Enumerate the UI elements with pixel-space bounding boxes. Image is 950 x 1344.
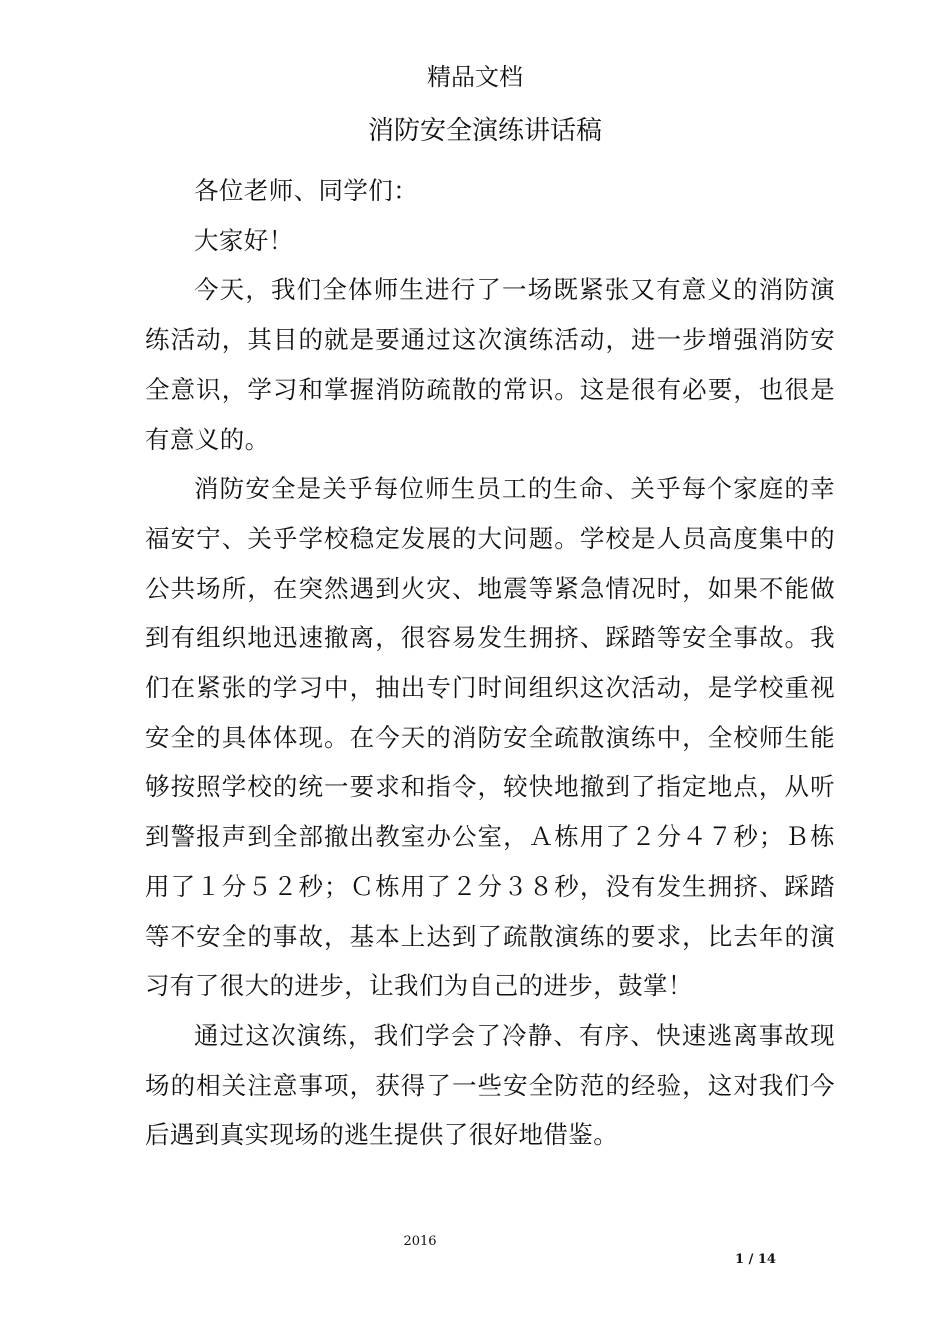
footer-year: 2016: [403, 1234, 437, 1249]
document-body: [145, 166, 835, 1160]
safety-paragraph: 消防安全是关乎每位师生员工的生命、关乎每个家庭的幸福安宁、关乎学校稳定发展的大问题。学校是人员高度集中的公共场所，在突然遇到火灾、地震等紧急情况时，如果不能做到有组织地迅速撤离，很容易发生拥挤、踩踏等安全事故。我们在紧张的学习中，抽出专门时间组织这次活动，是学校重视安全的具体体现。在今天的消防安全疏散演练中，全校师生能够按照学校的统一要求和指令，较快地撤到了指定地点，从听到警报声到全部撤出教室办公室，Ａ栋用了２分４７秒；Ｂ栋用了１分５２秒；Ｃ栋用了２分３８秒，没有发生拥挤、踩踏等不安全的事故，基本上达到了疏散演练的要求，比去年的演习有了很大的进步，让我们为自己的进步，鼓掌！: [145, 474, 835, 1001]
greeting-paragraph: 大家好！: [194, 225, 294, 255]
conclusion-paragraph: 通过这次演练，我们学会了冷静、有序、快速逃离事故现场的相关注意事项，获得了一些安全防范的经验，这对我们今后遇到真实现场的逃生提供了很好地借鉴。: [145, 1020, 835, 1150]
page-number: 1 / 14: [735, 1252, 776, 1267]
salutation-paragraph: 各位老师、同学们：: [194, 176, 419, 205]
intro-paragraph: 今天，我们全体师生进行了一场既紧张又有意义的消防演练活动，其目的就是要通过这次演练活动，进一步增强消防安全意识，学习和掌握消防疏散的常识。这是很有必要，也很是有意义的。: [145, 275, 835, 454]
header-label: 精品文档: [427, 63, 523, 91]
document-title: 消防安全演练讲话稿: [367, 116, 602, 146]
